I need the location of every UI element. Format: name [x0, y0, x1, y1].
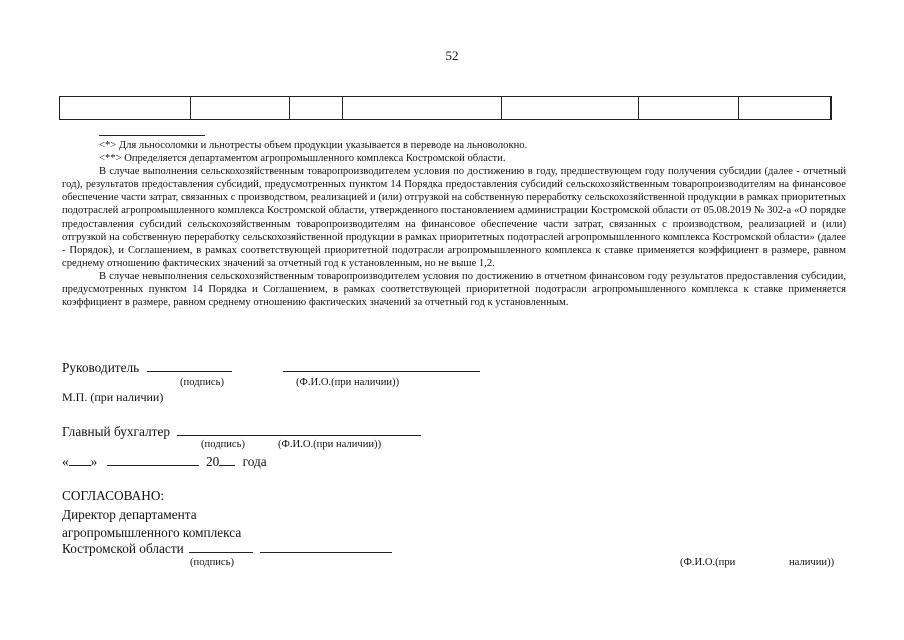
notes-block: [62, 139, 846, 309]
date-close-quote: »: [90, 454, 98, 469]
table-cell: [191, 97, 290, 120]
accountant-label: Главный бухгалтер: [62, 424, 171, 439]
head-signature-line: [62, 360, 480, 376]
accountant-sign-line[interactable]: [177, 434, 421, 436]
footnote-1: <*> Для льносоломки и льнотресты объем продукции указывается в переводе на льноволокно.: [99, 140, 528, 151]
seal-label: М.П. (при наличии): [62, 390, 164, 404]
date-suffix: года: [242, 454, 267, 469]
table-cell: [739, 97, 831, 120]
approval-signature-line: [62, 541, 392, 557]
table-cell: [639, 97, 739, 120]
paragraph-fulfilment: В случае выполнения сельскохозяйственным товаропроизводителем условия по достижению в году, предшествующем году получения субсидии (далее - отчетный год), результатов предоставления субсидий, предусмотренных пунктом 14 Порядка предоставления субсидий сельскохозяйственным товаропроизводителям на финансовое обеспечение части затрат, связанных с производством, реализацией и (или) отгрузкой на собственную переработку сельскохозяйственной продукции в рамках приоритетных подотраслей агропромышленного комплекса Костромской области, утвержденного постановлением администрации Костромской области от 05.08.2019 № 302-а «О порядке предоставления субсидий сельскохозяйственным товаропроизводителям на финансовое обеспечение части затрат, связанных с производством, реализацией и (или) отгрузкой на собственную переработку сельскохозяйственной продукции в рамках приоритетных подотраслей агропромышленного комплекса Костромской области» (далее - Порядок), и Соглашением, в рамках соответствующей приоритетной подотрасли агропромышленного комплекса к ставке применяется коэффициент в размере, равном среднему отношению фактических значений за отчетный год к установленным, но не выше 1,2.: [62, 166, 846, 269]
approval-sign-caption: (подпись): [190, 557, 234, 568]
head-name-line[interactable]: [283, 370, 480, 372]
approval-name-line[interactable]: [260, 551, 392, 553]
approval-line-2: агропромышленного комплекса: [62, 525, 242, 540]
date-open-quote: «: [62, 454, 69, 469]
date-year-field[interactable]: [219, 464, 235, 466]
approval-sign-line[interactable]: [189, 551, 253, 553]
table-row: [60, 97, 832, 120]
footnote-separator: [99, 135, 205, 136]
results-table: [59, 96, 832, 120]
date-line: [62, 454, 267, 470]
date-day-field[interactable]: [69, 464, 91, 466]
paragraph-non-fulfilment: В случае невыполнения сельскохозяйственным товаропроизводителем условия по достижению в отчетном финансовом году результатов предоставления субсидии, предусмотренных пунктом 14 Порядка и Соглашением, в рамках соответствующей приоритетной подотрасли агропромышленного комплекса к ставке применяется коэффициент в размере, равном среднему отношению фактических значений за отчетный год к установленным.: [62, 270, 846, 309]
accountant-name-caption: (Ф.И.О.(при наличии)): [278, 439, 382, 450]
table-cell: [290, 97, 343, 120]
table-cell: [60, 97, 191, 120]
head-sign-caption: (подпись): [180, 377, 224, 388]
approval-heading: СОГЛАСОВАНО:: [62, 488, 165, 503]
date-year-prefix: 20: [205, 454, 220, 469]
table-cell: [502, 97, 639, 120]
date-month-field[interactable]: [107, 464, 199, 466]
table-cell: [831, 97, 832, 120]
approval-line-1: Директор департамента: [62, 507, 197, 522]
head-sign-line[interactable]: [147, 370, 232, 372]
footnote-2: <**> Определяется департаментом агропромышленного комплекса Костромской области.: [99, 153, 506, 165]
approval-name-caption-b: наличии)): [789, 557, 835, 568]
head-name-caption: (Ф.И.О.(при наличии)): [296, 377, 400, 388]
accountant-sign-caption: (подпись): [201, 439, 245, 450]
page-number: 52: [445, 48, 459, 63]
table-cell: [343, 97, 502, 120]
approval-name-caption-a: (Ф.И.О.(при: [680, 557, 736, 568]
accountant-signature-line: [62, 424, 421, 440]
approval-line-3: Костромской области: [62, 541, 184, 556]
head-label: Руководитель: [62, 360, 140, 375]
